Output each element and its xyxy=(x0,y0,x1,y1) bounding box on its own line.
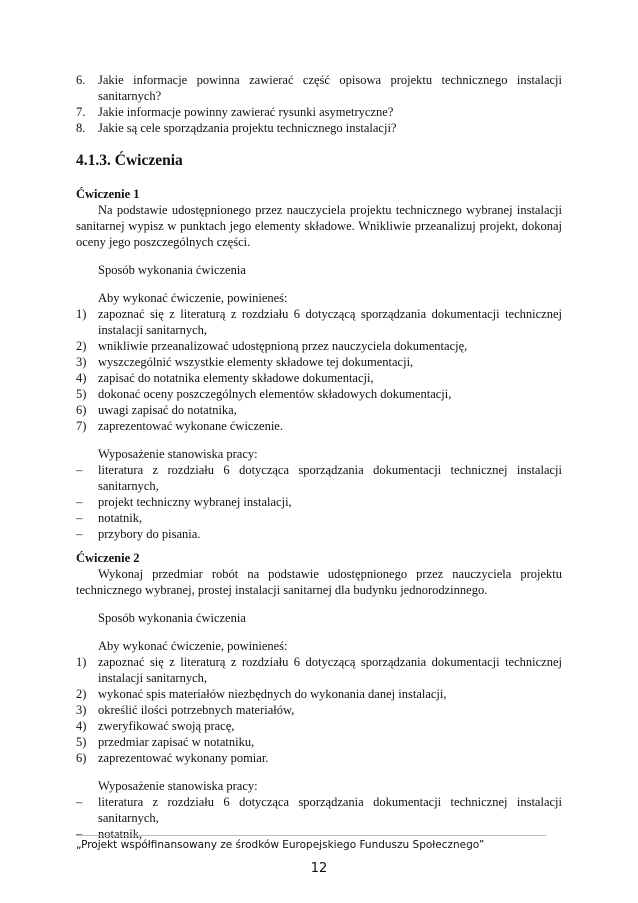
list-item xyxy=(76,494,562,510)
list-item xyxy=(76,510,562,526)
list-item xyxy=(76,718,562,734)
step-number: 2) xyxy=(76,687,87,701)
equipment-text: notatnik, xyxy=(98,511,143,525)
list-item xyxy=(76,794,562,826)
exercise-title: Ćwiczenie 1 xyxy=(76,187,140,201)
equipment-text: notatnik, xyxy=(98,827,143,841)
step-number: 1) xyxy=(76,307,87,321)
dash-bullet: – xyxy=(76,795,83,809)
step-text: zaprezentować wykonane ćwiczenie. xyxy=(98,419,283,433)
questions-list xyxy=(76,72,562,136)
list-item xyxy=(76,370,562,386)
step-text: zapisać do notatnika elementy składowe dokumentacji, xyxy=(98,371,374,385)
page-number: 12 xyxy=(310,861,328,876)
step-number: 5) xyxy=(76,387,87,401)
list-item xyxy=(76,104,562,120)
step-text: zaprezentować wykonany pomiar. xyxy=(98,751,269,765)
equipment-text: przybory do pisania. xyxy=(98,527,201,541)
footer-divider xyxy=(76,835,546,836)
equipment-text: projekt techniczny wybranej instalacji, xyxy=(98,495,292,509)
step-text: określić ilości potrzebnych materiałów, xyxy=(98,703,295,717)
equipment-list xyxy=(76,462,562,542)
footer-text: „Projekt współfinansowany ze środków Europejskiego Funduszu Społecznego” xyxy=(76,839,485,851)
method-label: Sposób wykonania ćwiczenia xyxy=(98,263,246,277)
list-item xyxy=(76,72,562,104)
step-number: 3) xyxy=(76,703,87,717)
question-text: Jakie informacje powinna zawierać część opisowa projektu technicznego instalacji sanitarnych? xyxy=(98,73,562,103)
dash-bullet: – xyxy=(76,495,83,509)
document-page xyxy=(76,72,562,842)
step-text: uwagi zapisać do notatnika, xyxy=(98,403,237,417)
dash-bullet: – xyxy=(76,511,83,525)
question-text: Jakie są cele sporządzania projektu technicznego instalacji? xyxy=(98,121,397,135)
list-item xyxy=(76,750,562,766)
list-item xyxy=(76,654,562,686)
equipment-intro: Wyposażenie stanowiska pracy: xyxy=(98,779,258,793)
step-number: 3) xyxy=(76,355,87,369)
step-text: zapoznać się z literaturą z rozdziału 6 dotyczącą sporządzania dokumentacji technicznej instalacji sanitarnych, xyxy=(98,655,562,685)
step-number: 7) xyxy=(76,419,87,433)
equipment-intro: Wyposażenie stanowiska pracy: xyxy=(98,447,258,461)
step-number: 2) xyxy=(76,339,87,353)
step-number: 4) xyxy=(76,371,87,385)
step-number: 5) xyxy=(76,735,87,749)
dash-bullet: – xyxy=(76,827,83,841)
list-item xyxy=(76,306,562,338)
equipment-text: literatura z rozdziału 6 dotycząca sporządzania dokumentacji technicznej instalacji sanitarnych, xyxy=(98,463,562,493)
steps-intro: Aby wykonać ćwiczenie, powinieneś: xyxy=(98,291,288,305)
step-number: 1) xyxy=(76,655,87,669)
exercise-description: Na podstawie udostępnionego przez nauczyciela projektu technicznego wybranej instalacji sanitarnej wypisz w punktach jego elementy składowe. Wnikliwie przeanalizuj projekt, dokonaj oceny jego poszczególnych części. xyxy=(76,203,562,249)
step-text: wnikliwie przeanalizować udostępnioną przez nauczyciela dokumentację, xyxy=(98,339,468,353)
step-text: wykonać spis materiałów niezbędnych do wykonania danej instalacji, xyxy=(98,687,447,701)
section-title: 4.1.3. Ćwiczenia xyxy=(76,152,183,169)
step-number: 6) xyxy=(76,751,87,765)
exercise-title: Ćwiczenie 2 xyxy=(76,551,140,565)
step-number: 4) xyxy=(76,719,87,733)
method-label: Sposób wykonania ćwiczenia xyxy=(98,611,246,625)
dash-bullet: – xyxy=(76,527,83,541)
exercise-description: Wykonaj przedmiar robót na podstawie udostępnionego przez nauczyciela projektu technicznego wybranej, prostej instalacji sanitarnej dla budynku jednorodzinnego. xyxy=(76,567,562,597)
step-text: zapoznać się z literaturą z rozdziału 6 dotyczącą sporządzania dokumentacji technicznej instalacji sanitarnych, xyxy=(98,307,562,337)
steps-intro: Aby wykonać ćwiczenie, powinieneś: xyxy=(98,639,288,653)
steps-list xyxy=(76,306,562,434)
list-item xyxy=(76,734,562,750)
step-text: dokonać oceny poszczególnych elementów składowych dokumentacji, xyxy=(98,387,452,401)
step-number: 6) xyxy=(76,403,87,417)
steps-list xyxy=(76,654,562,766)
question-number: 6. xyxy=(76,73,86,87)
list-item xyxy=(76,338,562,354)
question-number: 7. xyxy=(76,105,86,119)
question-number: 8. xyxy=(76,121,86,135)
list-item xyxy=(76,702,562,718)
exercise-2 xyxy=(76,550,562,842)
exercise-1 xyxy=(76,186,562,542)
list-item xyxy=(76,462,562,494)
list-item xyxy=(76,354,562,370)
step-text: zweryfikować swoją pracę, xyxy=(98,719,235,733)
equipment-text: literatura z rozdziału 6 dotycząca sporządzania dokumentacji technicznej instalacji sanitarnych, xyxy=(98,795,562,825)
dash-bullet: – xyxy=(76,463,83,477)
list-item xyxy=(76,402,562,418)
list-item xyxy=(76,418,562,434)
list-item xyxy=(76,120,562,136)
step-text: wyszczególnić wszystkie elementy składowe tej dokumentacji, xyxy=(98,355,414,369)
list-item xyxy=(76,526,562,542)
list-item xyxy=(76,686,562,702)
question-text: Jakie informacje powinny zawierać rysunki asymetryczne? xyxy=(98,105,394,119)
step-text: przedmiar zapisać w notatniku, xyxy=(98,735,255,749)
list-item xyxy=(76,386,562,402)
